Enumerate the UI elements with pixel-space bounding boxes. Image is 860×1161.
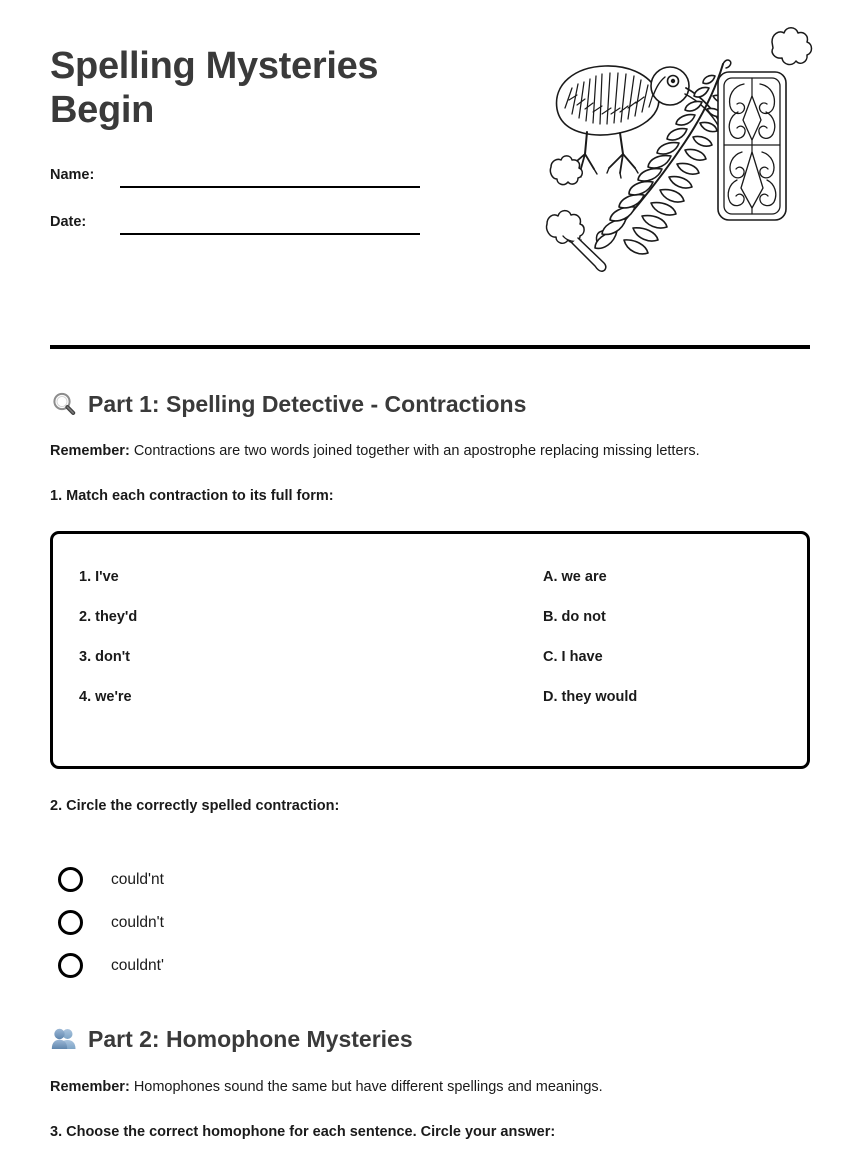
question-3-prompt: 3. Choose the correct homophone for each sentence. Circle your answer: — [50, 1124, 556, 1140]
date-field-row — [50, 211, 430, 241]
question-2-prompt: 2. Circle the correctly spelled contraction: — [50, 798, 340, 814]
part2-remember-text: Homophones sound the same but have different spellings and meanings. — [133, 1079, 603, 1095]
choice-label: could'nt — [111, 870, 164, 888]
list-item[interactable]: 1. I've — [79, 569, 119, 585]
part2-remember-label: Remember: — [50, 1079, 130, 1095]
list-item[interactable]: B. do not — [543, 609, 606, 625]
part1-remember-label: Remember: — [50, 443, 130, 459]
part1-remember — [50, 441, 700, 461]
choice-option-2[interactable] — [58, 901, 458, 944]
magnifying-glass-icon — [50, 390, 78, 418]
question-1-prompt: 1. Match each contraction to its full form: — [50, 488, 334, 504]
date-input-line[interactable] — [120, 233, 420, 235]
list-item[interactable]: A. we are — [543, 569, 607, 585]
name-field-row — [50, 164, 430, 194]
choice-option-1[interactable] — [58, 858, 458, 901]
choice-label: couldnt' — [111, 956, 164, 974]
name-input-line[interactable] — [120, 186, 420, 188]
list-item[interactable]: D. they would — [543, 689, 638, 705]
page-title: Spelling Mysteries Begin — [50, 45, 379, 132]
list-item[interactable]: 3. don't — [79, 649, 130, 665]
choice-label: couldn't — [111, 913, 164, 931]
choice-circle-icon[interactable] — [58, 867, 83, 892]
part2-heading-text: Part 2: Homophone Mysteries — [88, 1025, 413, 1052]
part1-heading-text: Part 1: Spelling Detective - Contractions — [88, 390, 527, 417]
list-item[interactable]: C. I have — [543, 649, 603, 665]
new-zealand-illustration-svg — [525, 12, 825, 277]
choice-option-3[interactable] — [58, 944, 458, 987]
choice-circle-icon[interactable] — [58, 910, 83, 935]
busts-in-silhouette-icon — [50, 1025, 78, 1053]
busts-in-silhouette-svg — [51, 1026, 77, 1052]
part1-heading — [50, 390, 526, 418]
magnifying-glass-svg — [51, 391, 77, 417]
header-illustration — [525, 12, 825, 277]
maori-carving-panel-icon — [718, 72, 786, 220]
list-item[interactable]: 2. they'd — [79, 609, 138, 625]
date-label: Date: — [50, 214, 87, 230]
choice-circle-icon[interactable] — [58, 953, 83, 978]
matching-left-column — [79, 567, 137, 727]
matching-exercise-box — [50, 531, 810, 769]
part2-remember — [50, 1077, 603, 1097]
name-label: Name: — [50, 167, 95, 183]
cloud-puff-icon — [772, 28, 812, 65]
part1-remember-text: Contractions are two words joined together with an apostrophe replacing missing letters. — [133, 443, 700, 459]
list-item[interactable]: 4. we're — [79, 689, 132, 705]
contraction-choice-list — [58, 858, 458, 987]
part2-heading — [50, 1025, 413, 1053]
matching-right-column — [543, 567, 637, 727]
header-divider — [50, 345, 810, 349]
